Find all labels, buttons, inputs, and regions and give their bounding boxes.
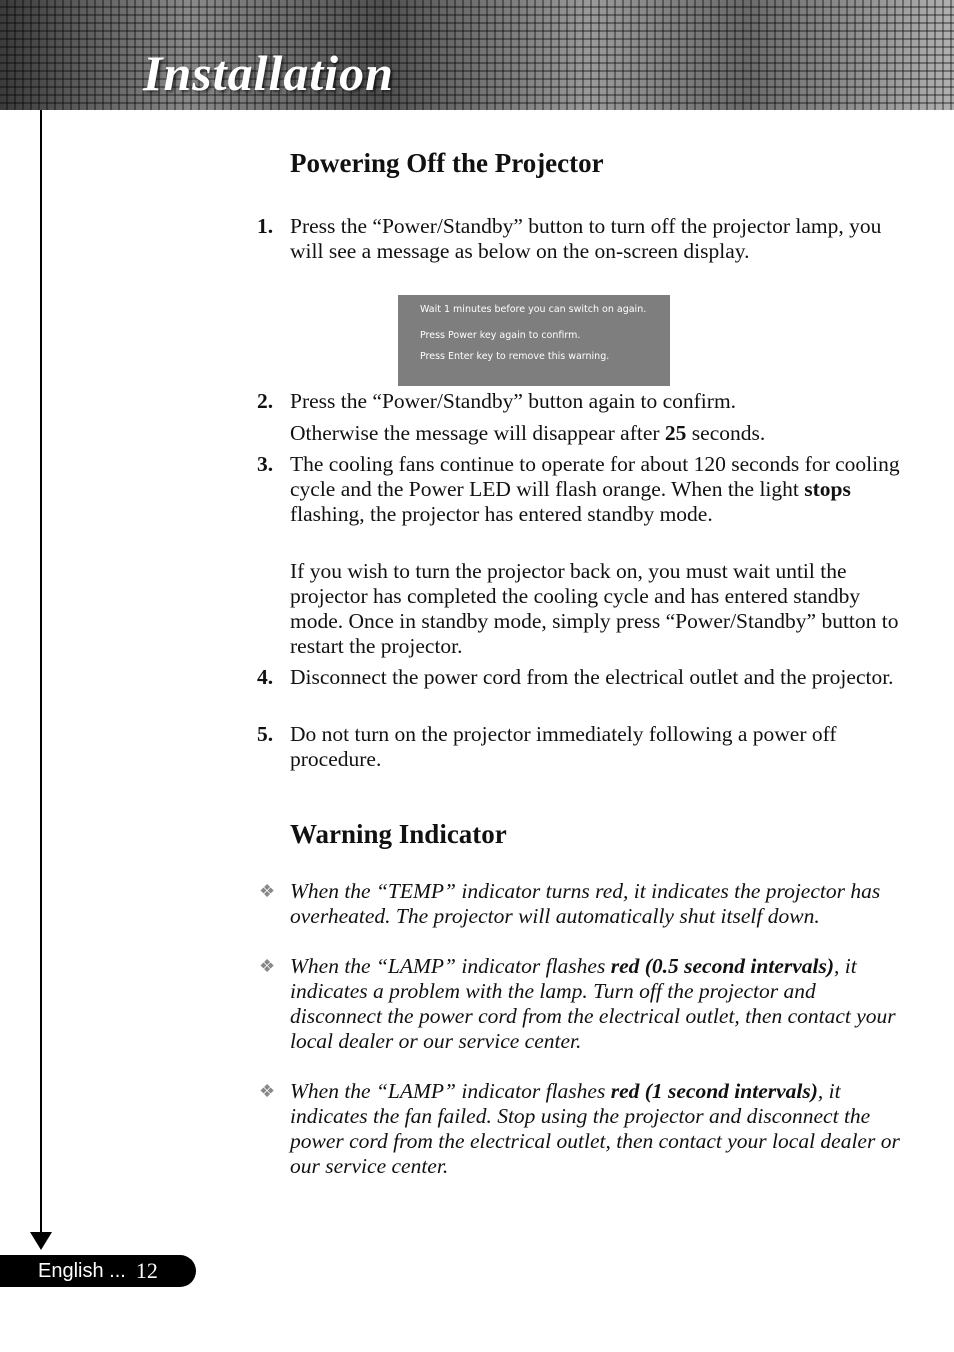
- note-text: seconds.: [686, 421, 766, 445]
- page-footer-tab: [0, 1255, 196, 1287]
- bullet-text-part: , it indicates a problem with the lamp. Turn off the projector and disconnect the power cord from the electrical outlet, then contact your local dealer or our service center.: [290, 954, 896, 1053]
- note-text: Otherwise the message will disappear after: [290, 421, 665, 445]
- page-number: 12: [135, 1258, 158, 1283]
- note-bold-seconds: 25: [664, 421, 687, 445]
- step-number: 2.: [257, 389, 274, 413]
- header-banner: [0, 0, 954, 110]
- step-2: [257, 389, 902, 414]
- bullet-text-part: When the “LAMP” indicator flashes: [290, 954, 611, 978]
- step-5: [257, 722, 902, 772]
- step-number: 5.: [257, 722, 274, 746]
- warning-bullet-temp: [257, 879, 905, 929]
- step-text-bold: stops: [804, 477, 851, 501]
- osd-line-confirm: Press Power key again to confirm.: [420, 330, 581, 341]
- bullet-text: [290, 954, 905, 1054]
- section-heading-powering-off: Powering Off the Projector: [290, 148, 604, 178]
- step-text: Do not turn on the projector immediately following a power off procedure.: [290, 722, 837, 771]
- bullet-text: [290, 1079, 905, 1179]
- section-heading-warning-indicator: Warning Indicator: [290, 819, 507, 849]
- step-4: [257, 665, 902, 690]
- diamond-bullet-icon: ❖: [259, 881, 276, 901]
- bullet-text-part: When the “LAMP” indicator flashes: [290, 1079, 611, 1103]
- bullet-text: When the “TEMP” indicator turns red, it indicates the projector has overheated. The projector will automatically shut itself down.: [290, 879, 881, 928]
- bullet-text-bold: red (1 second intervals): [610, 1079, 818, 1103]
- diamond-bullet-icon: ❖: [259, 956, 276, 976]
- step-text: Press the “Power/Standby” button to turn off the projector lamp, you will see a message as below on the on-screen display.: [290, 214, 882, 263]
- osd-message-box: [398, 295, 670, 386]
- osd-line-remove: Press Enter key to remove this warning.: [420, 351, 610, 362]
- warning-bullet-lamp-half-second: [257, 954, 905, 1054]
- step-number: 4.: [257, 665, 274, 689]
- step-text-part: The cooling fans continue to operate for about 120 seconds for cooling cycle and the Power LED will flash orange. When the light: [290, 452, 900, 501]
- step-1: [257, 214, 902, 264]
- step-3-note: If you wish to turn the projector back on, you must wait until the projector has completed the cooling cycle and has entered standby mode. Once in standby mode, simply press “Power/Standby” button to restart the projector.: [290, 559, 899, 658]
- page-title: Installation: [143, 45, 394, 101]
- diamond-bullet-icon: ❖: [259, 1081, 276, 1101]
- footer-language: English ...: [38, 1259, 126, 1282]
- step-text-part: flashing, the projector has entered standby mode.: [290, 502, 713, 526]
- step-number: 1.: [257, 214, 274, 238]
- warning-bullet-lamp-one-second: [257, 1079, 905, 1179]
- step-text: Disconnect the power cord from the electrical outlet and the projector.: [290, 665, 894, 689]
- osd-line-wait: Wait 1 minutes before you can switch on again.: [420, 304, 647, 315]
- bullet-text-bold: red (0.5 second intervals): [610, 954, 835, 978]
- bullet-text-part: , it indicates the fan failed. Stop using the projector and disconnect the power cord from the electrical outlet, then contact your local dealer or our service center.: [290, 1079, 900, 1178]
- step-3: [257, 452, 902, 527]
- step-text: [290, 452, 902, 527]
- step-text: Press the “Power/Standby” button again to confirm.: [290, 389, 737, 413]
- margin-line: [40, 110, 42, 1235]
- step-number: 3.: [257, 452, 274, 476]
- step-2-note: [290, 421, 902, 446]
- margin-arrow-icon: [30, 1232, 52, 1250]
